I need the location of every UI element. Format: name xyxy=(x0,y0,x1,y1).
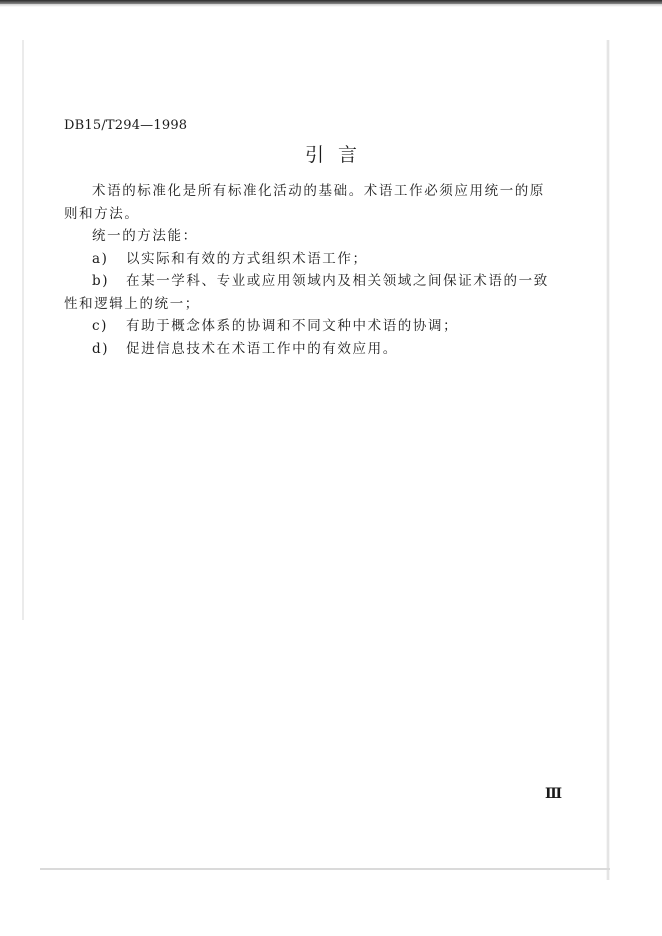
list-item xyxy=(64,248,556,271)
list-item xyxy=(64,270,556,315)
scan-bottom-edge xyxy=(40,868,610,870)
paragraph: 统一的方法能： xyxy=(92,228,198,244)
list-item-text: 有助于概念体系的协调和不同文种中术语的协调； xyxy=(126,318,459,334)
paragraph: 术语的标准化是所有标准化活动的基础。术语工作必须应用统一的原则和方法。 xyxy=(64,183,545,222)
list-item-text: 促进信息技术在术语工作中的有效应用。 xyxy=(126,340,398,357)
document-code: DB15/T294—1998 xyxy=(64,118,188,133)
list-item xyxy=(64,315,556,338)
list-item-marker: a) xyxy=(92,250,109,267)
section-title: 引言 xyxy=(304,144,371,166)
list-item-text: 在某一学科、专业或应用领域内及相关领域之间保证术语的一致性和逻辑上的统一； xyxy=(64,273,549,312)
scan-top-shadow xyxy=(0,4,662,7)
document-body xyxy=(64,180,556,360)
list-item-marker: b) xyxy=(92,273,110,289)
list-item-marker: d) xyxy=(92,340,110,357)
list-item-text: 以实际和有效的方式组织术语工作； xyxy=(126,250,368,267)
page-number: Ⅲ xyxy=(545,786,562,802)
list-item xyxy=(64,338,556,361)
scan-left-edge xyxy=(22,40,24,620)
list-item-marker: c) xyxy=(92,318,109,334)
